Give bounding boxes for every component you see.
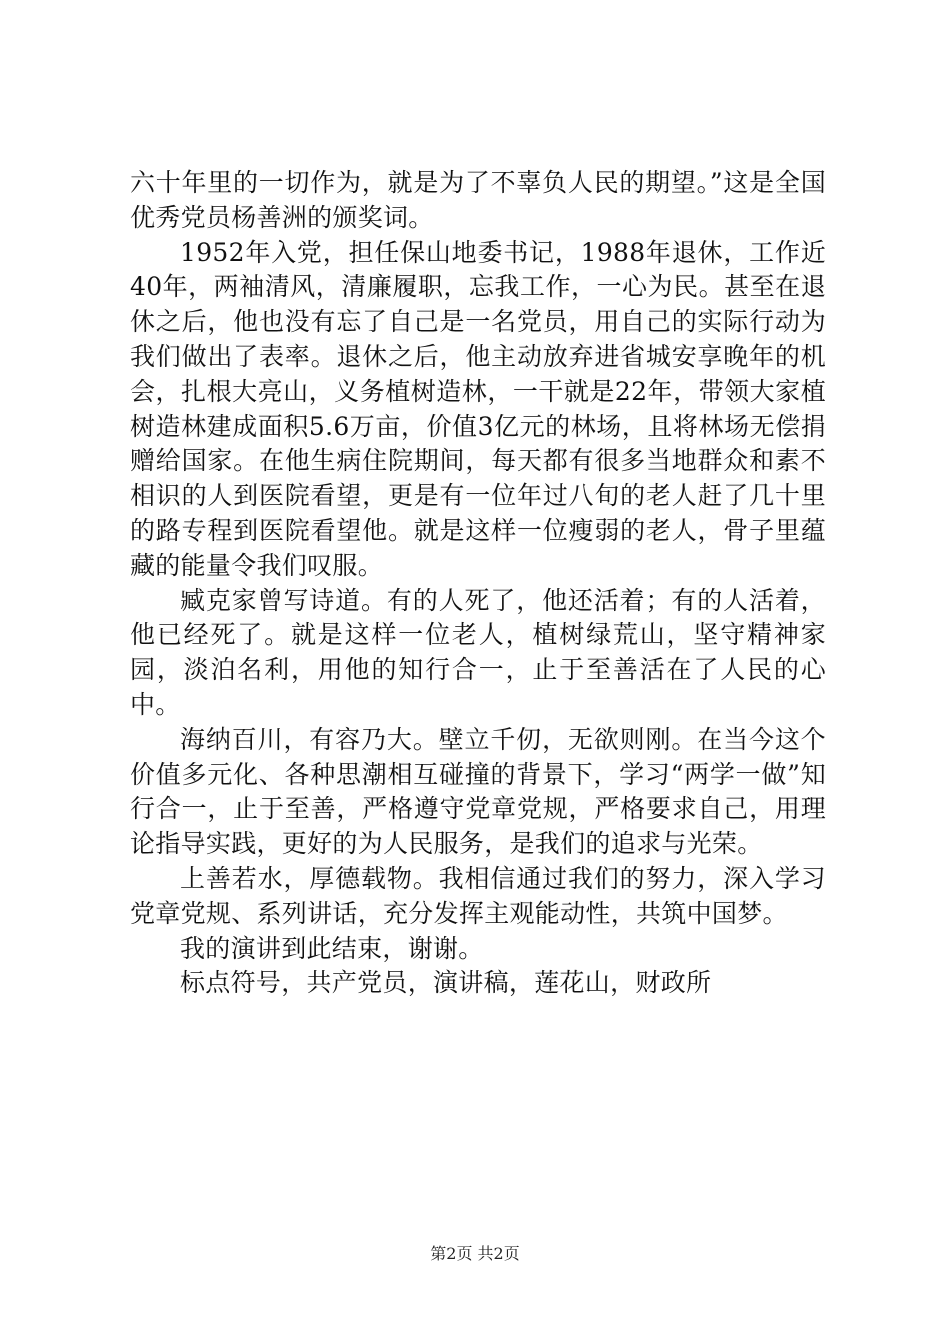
paragraph-6: 我的演讲到此结束，谢谢。	[180, 933, 484, 963]
paragraph-7: 标点符号，共产党员，演讲稿，莲花山，财政所	[180, 968, 712, 998]
paragraph-3: 臧克家曾写诗道。有的人死了，他还活着；有的人活着，他已经死了。就是这样一位老人，植树绿荒山，坚守精神家园，淡泊名利，用他的知行合一，止于至善活在了人民的心中。	[130, 585, 826, 719]
paragraph-1: 六十年里的一切作为，就是为了不辜负人民的期望。”这是全国优秀党员杨善洲的颁奖词。	[130, 168, 826, 232]
page-number-footer: 第2页 共2页	[430, 1244, 520, 1263]
paragraph-4: 海纳百川，有容乃大。壁立千仞，无欲则刚。在当今这个价值多元化、各种思潮相互碰撞的背景下，学习“两学一做”知行合一，止于至善，严格遵守党章党规，严格要求自己，用理论指导实践，更好的为人民服务，是我们的追求与光荣。	[130, 724, 826, 859]
paragraph-5: 上善若水，厚德载物。我相信通过我们的努力，深入学习党章党规、系列讲话，充分发挥主观能动性，共筑中国梦。	[130, 863, 826, 928]
paragraph-2: 1952年入党，担任保山地委书记，1988年退休，工作近40年，两袖清风，清廉履职，忘我工作，一心为民。甚至在退休之后，他也没有忘了自己是一名党员，用自己的实际行动为我们做出了表率。退休之后，他主动放弃进省城安享晚年的机会，扎根大亮山，义务植树造林，一干就是22年，带领大家植树造林建成面积5.6万亩，价值3亿元的林场，且将林场无偿捐赠给国家。在他生病住院期间，每天都有很多当地群众和素不相识的人到医院看望，更是有一位年过八旬的老人赶了几十里的路专程到医院看望他。就是这样一位瘦弱的老人，骨子里蕴藏的能量令我们叹服。	[130, 237, 826, 580]
document-body	[130, 166, 826, 1001]
